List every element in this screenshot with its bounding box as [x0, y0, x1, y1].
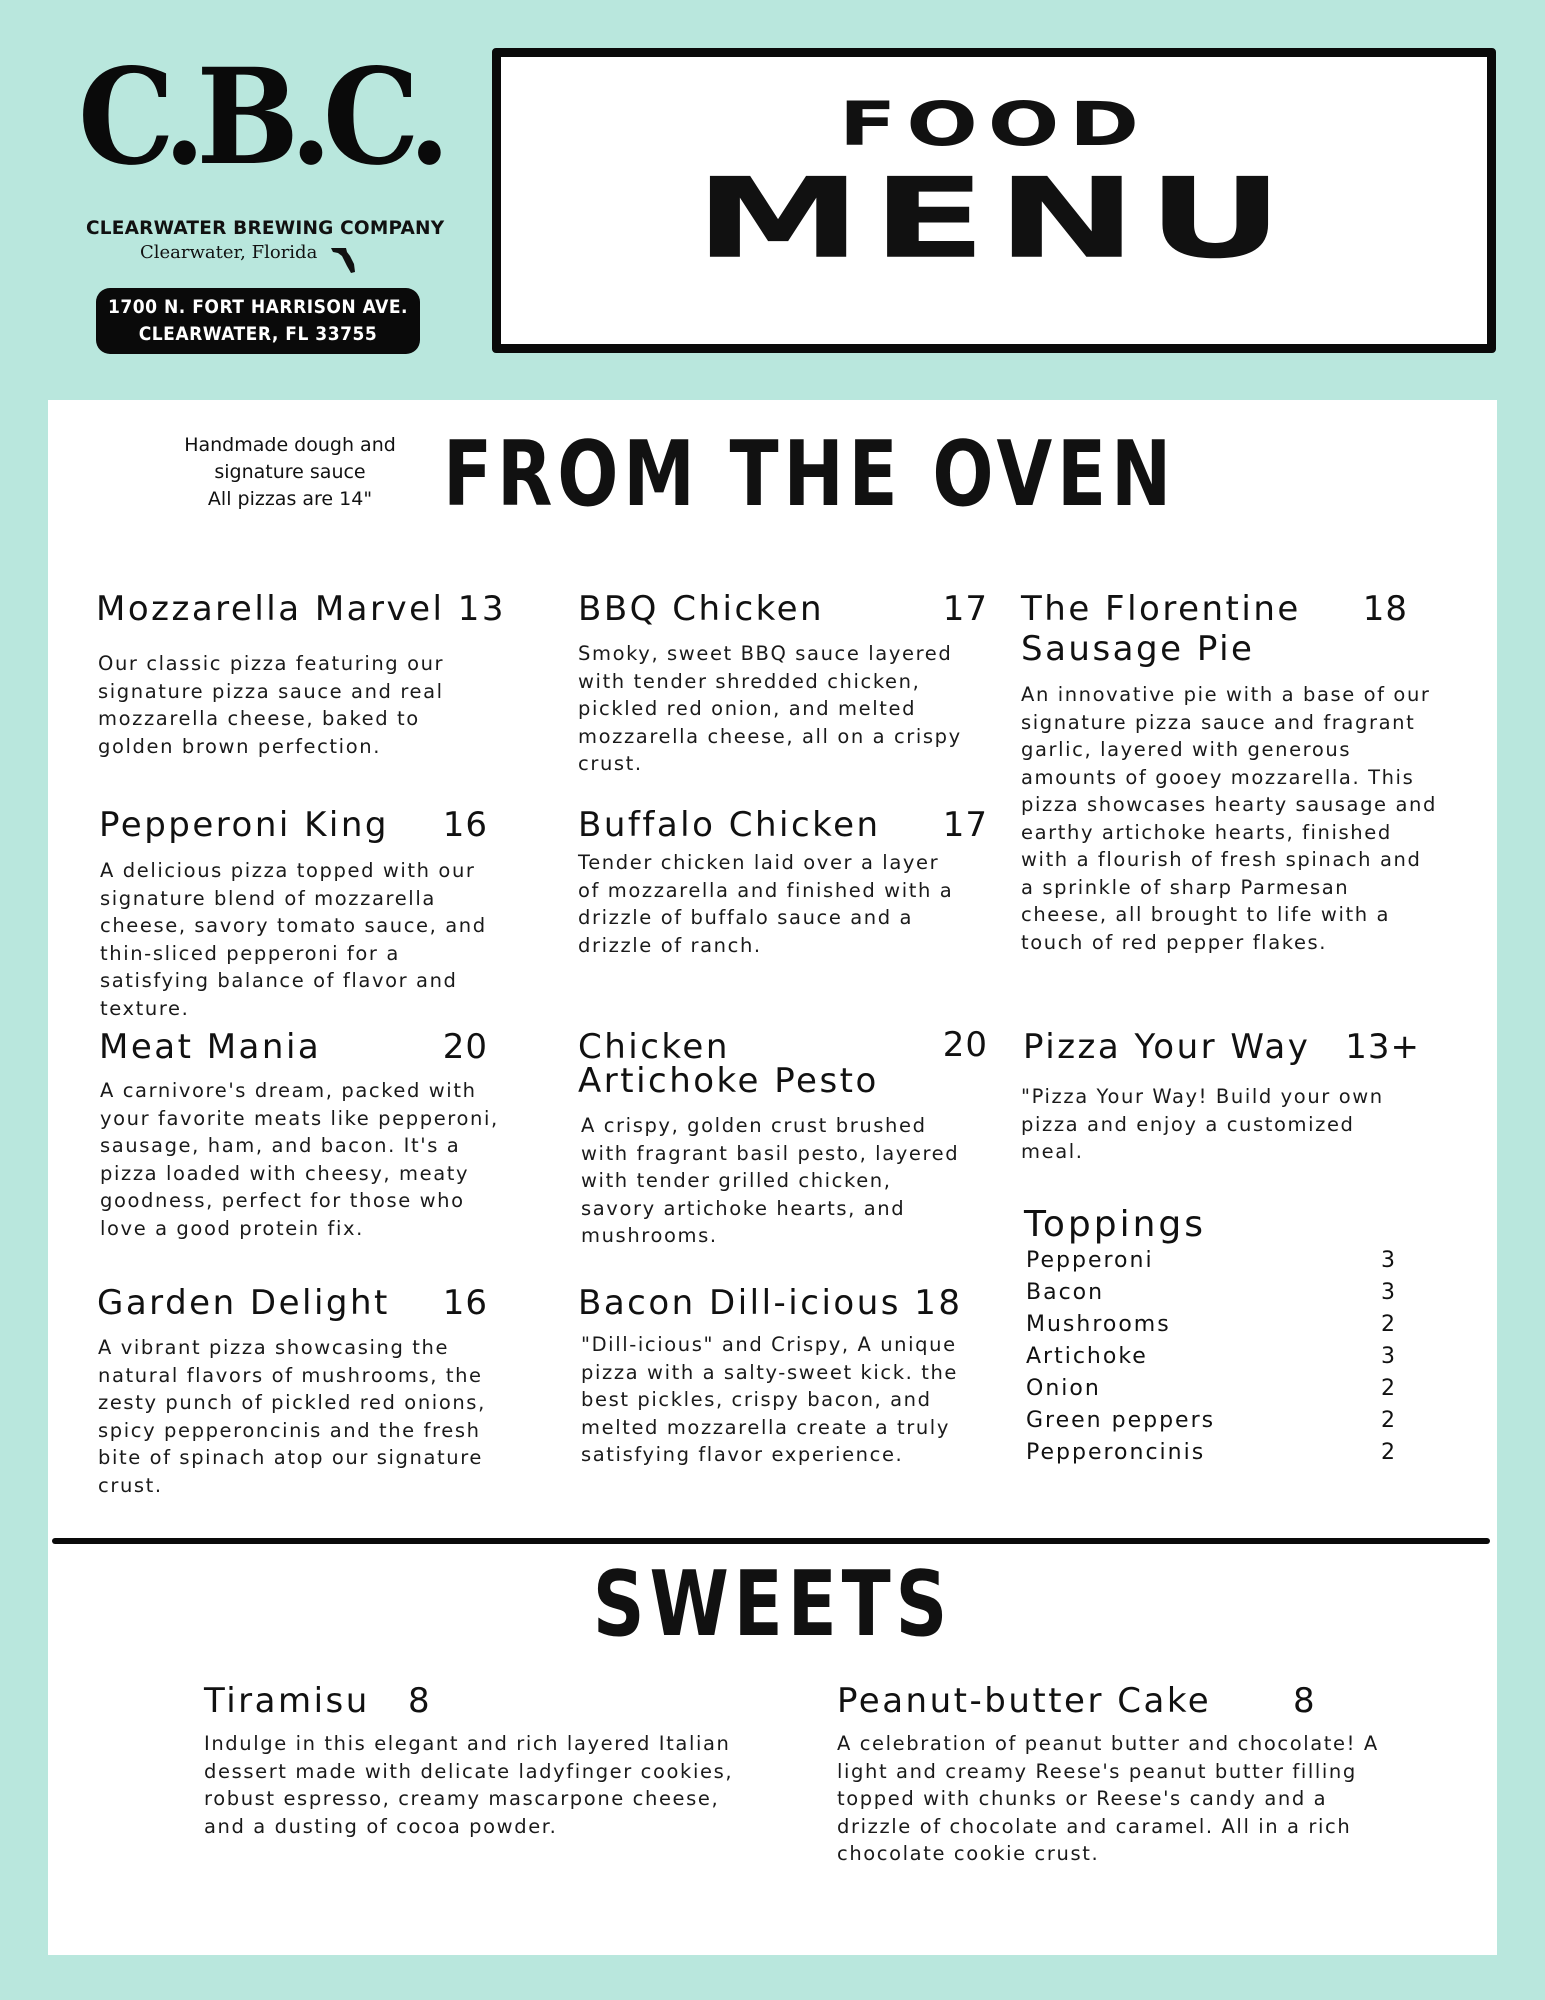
toppings-heading: Toppings: [1024, 1204, 1207, 1245]
topping-price: 2: [1381, 1440, 1397, 1465]
brand-logo: C.B.C.: [78, 40, 442, 195]
title-menu: MENU: [694, 153, 1294, 284]
topping-price: 3: [1381, 1248, 1397, 1273]
item-name: The Florentine: [1021, 589, 1301, 629]
topping-row: [1026, 1437, 1446, 1469]
topping-row: [1026, 1373, 1446, 1405]
topping-name: Artichoke: [1026, 1344, 1148, 1369]
florida-icon: [330, 246, 356, 274]
item-price: 20: [942, 1025, 988, 1065]
address-line-1: 1700 N. FORT HARRISON AVE.: [107, 296, 409, 318]
company-city: Clearwater, Florida: [140, 242, 318, 263]
oven-intro: [130, 432, 450, 513]
topping-name: Mushrooms: [1026, 1312, 1171, 1337]
section-heading-sweets: SWEETS: [592, 1552, 953, 1657]
item-description: Indulge in this elegant and rich layered Italian dessert made with delicate ladyfinger cookies, robust espresso, creamy mascarpone cheese, and a dusting of cocoa powder.: [204, 1732, 734, 1838]
item-description: "Dill-icious" and Crispy, A unique pizza with a salty-sweet kick. the best pickles, crispy bacon, and melted mozzarella create a truly satisfying flavor experience.: [581, 1333, 959, 1466]
item-description: Tender chicken laid over a layer of mozzarella and finished with a drizzle of buffalo sauce and a drizzle of ranch.: [578, 851, 954, 957]
topping-price: 2: [1381, 1408, 1397, 1433]
topping-row: [1026, 1245, 1446, 1277]
item-price: 17: [942, 805, 988, 845]
item-name: Peanut-butter Cake: [837, 1681, 1212, 1721]
title-food: FOOD: [839, 88, 1149, 160]
topping-price: 2: [1381, 1312, 1397, 1337]
item-description: A celebration of peanut butter and chocolate! A light and creamy Reese's peanut butter filling topped with chunks or Reese's candy and a drizzle of chocolate and caramel. All in a rich chocolate cookie crust.: [837, 1732, 1379, 1865]
item-name: Bacon Dill-icious 18: [578, 1283, 963, 1323]
topping-price: 3: [1381, 1344, 1397, 1369]
item-name: Artichoke Pesto: [578, 1061, 879, 1101]
item-name: Sausage Pie: [1021, 629, 1255, 669]
item-name: Buffalo Chicken: [578, 805, 881, 845]
item-name: Chicken: [578, 1027, 730, 1067]
item-name: Mozzarella Marvel 13: [96, 589, 507, 629]
company-name: CLEARWATER BREWING COMPANY: [86, 218, 445, 239]
item-description: "Pizza Your Way! Build your own pizza and enjoy a customized meal.: [1021, 1085, 1384, 1163]
item-price: 8: [1293, 1681, 1316, 1721]
topping-name: Pepperoncinis: [1026, 1440, 1206, 1465]
item-price: 17: [942, 589, 988, 629]
item-description: A crispy, golden crust brushed with fragrant basil pesto, layered with tender grilled chicken, savory artichoke hearts, and mushrooms.: [581, 1114, 960, 1247]
item-name: Meat Mania: [99, 1027, 322, 1067]
item-price: 8: [408, 1681, 431, 1721]
item-description: An innovative pie with a base of our signature pizza sauce and fragrant garlic, layered with generous amounts of gooey mozzarella. This pizza showcases hearty sausage and earthy artichoke hearts, finished with a flourish of fresh spinach and a sprinkle of sharp Parmesan cheese, all brought to life with a touch of red pepper flakes.: [1021, 683, 1437, 954]
menu-title-box: [492, 48, 1496, 353]
item-name: BBQ Chicken: [578, 589, 825, 629]
address-line-2: CLEARWATER, FL 33755: [138, 323, 378, 345]
item-description: Our classic pizza featuring our signature pizza sauce and real mozzarella cheese, baked to golden brown perfection.: [98, 652, 445, 758]
section-heading-oven: FROM THE OVEN: [443, 422, 1177, 527]
item-price: 16: [442, 1283, 488, 1323]
toppings-list: [1026, 1245, 1446, 1469]
item-price: 20: [442, 1027, 488, 1067]
item-name: Pizza Your Way: [1023, 1027, 1311, 1067]
item-name: Garden Delight: [97, 1283, 390, 1323]
item-description: Smoky, sweet BBQ sauce layered with tender shredded chicken, pickled red onion, and melted mozzarella cheese, all on a crispy crust.: [578, 642, 962, 775]
intro-line: All pizzas are 14": [207, 488, 373, 510]
topping-name: Onion: [1026, 1376, 1101, 1401]
item-name: Pepperoni King: [99, 805, 389, 845]
topping-name: Bacon: [1026, 1280, 1105, 1305]
item-description: A delicious pizza topped with our signature blend of mozzarella cheese, savory tomato sauce, and thin-sliced pepperoni for a satisfying balance of flavor and texture.: [100, 859, 487, 1020]
address-badge: [96, 288, 420, 354]
intro-line: Handmade dough and: [184, 434, 396, 456]
topping-price: 3: [1381, 1280, 1397, 1305]
item-description: A vibrant pizza showcasing the natural flavors of mushrooms, the zesty punch of pickled red onions, spicy pepperoncinis and the fresh bite of spinach atop our signature crust.: [98, 1336, 486, 1497]
menu-panel: [48, 400, 1497, 1955]
topping-row: [1026, 1405, 1446, 1437]
topping-name: Green peppers: [1026, 1408, 1216, 1433]
topping-price: 2: [1381, 1376, 1397, 1401]
item-price: 13+: [1345, 1027, 1420, 1067]
item-price: 16: [442, 805, 488, 845]
item-description: A carnivore's dream, packed with your favorite meats like pepperoni, sausage, ham, and bacon. It's a pizza loaded with cheesy, meaty goodness, perfect for those who love a good protein fix.: [100, 1079, 499, 1240]
item-price: 18: [1362, 589, 1408, 629]
topping-row: [1026, 1341, 1446, 1373]
section-divider: [52, 1538, 1490, 1544]
intro-line: signature sauce: [214, 461, 366, 483]
topping-row: [1026, 1309, 1446, 1341]
topping-name: Pepperoni: [1026, 1248, 1154, 1273]
topping-row: [1026, 1277, 1446, 1309]
item-name: Tiramisu: [204, 1681, 370, 1721]
